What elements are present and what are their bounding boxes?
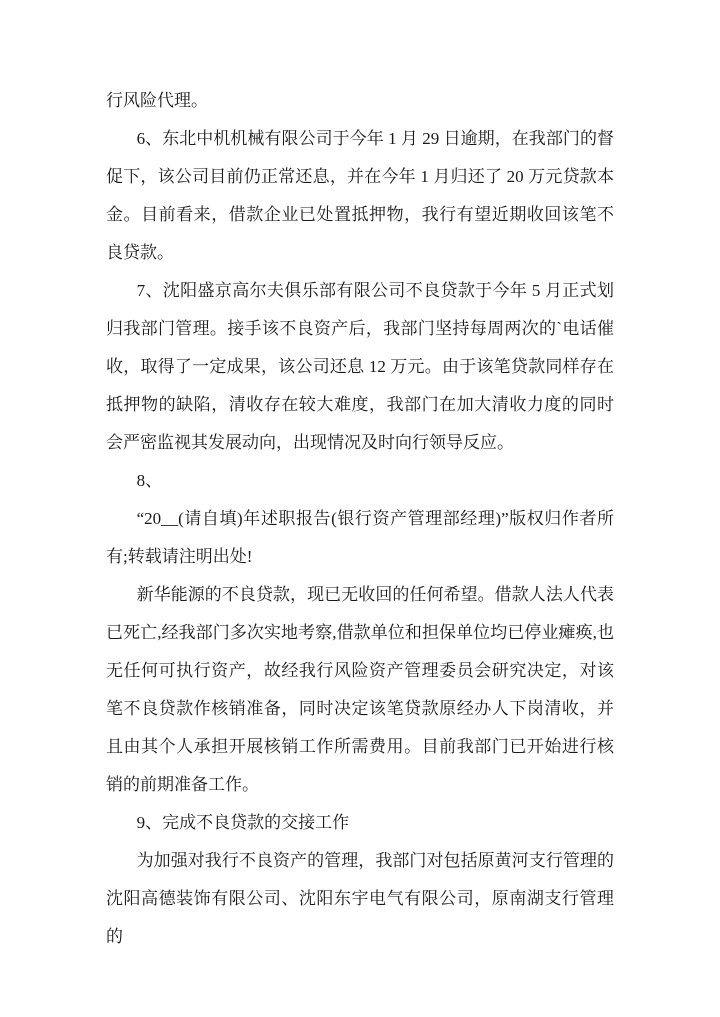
document-text-block (106, 82, 614, 956)
paragraph-copyright-note: “20__(请自填)年述职报告(银行资产管理部经理)”版权归作者所有;转载请注明出处! (106, 509, 614, 566)
paragraph-item-7: 7、沈阳盛京高尔夫俱乐部有限公司不良贷款于今年 5 月正式划归我部门管理。接手该不良资产后，我部门坚持每周两次的`电话催收，取得了一定成果，该公司还息 12 万元。由于该笔贷款同样存在抵押物的缺陷，清收存在较大难度，我部门在加大清收力度的同时会严密监视其发展动向，出现情况及时向行领导反应。 (106, 281, 614, 452)
paragraph-item-9-heading: 9、完成不良贷款的交接工作 (136, 813, 350, 832)
paragraph-item-8: 8、 (136, 471, 163, 490)
paragraph-item-6: 6、东北中机机械有限公司于今年 1 月 29 日逾期，在我部门的督促下，该公司目前仍正常还息，并在今年 1 月归还了 20 万元贷款本金。目前看来，借款企业已处置抵押物，我行有望近期收回该笔不良贷款。 (106, 129, 614, 262)
paragraph-xinhua-energy: 新华能源的不良贷款，现已无收回的任何希望。借款人法人代表已死亡,经我部门多次实地考察,借款单位和担保单位均已停业瘫痪,也无任何可执行资产，故经我行风险资产管理委员会研究决定，对该笔不良贷款作核销准备，同时决定该笔贷款原经办人下岗清收，并且由其个人承担开展核销工作所需费用。目前我部门已开始进行核销的前期准备工作。 (106, 585, 614, 794)
paragraph-continuation: 行风险代理。 (106, 91, 208, 110)
paragraph-handover-work: 为加强对我行不良资产的管理，我部门对包括原黄河支行管理的沈阳高德装饰有限公司、沈阳东宇电气有限公司，原南湖支行管理的 (106, 851, 614, 946)
